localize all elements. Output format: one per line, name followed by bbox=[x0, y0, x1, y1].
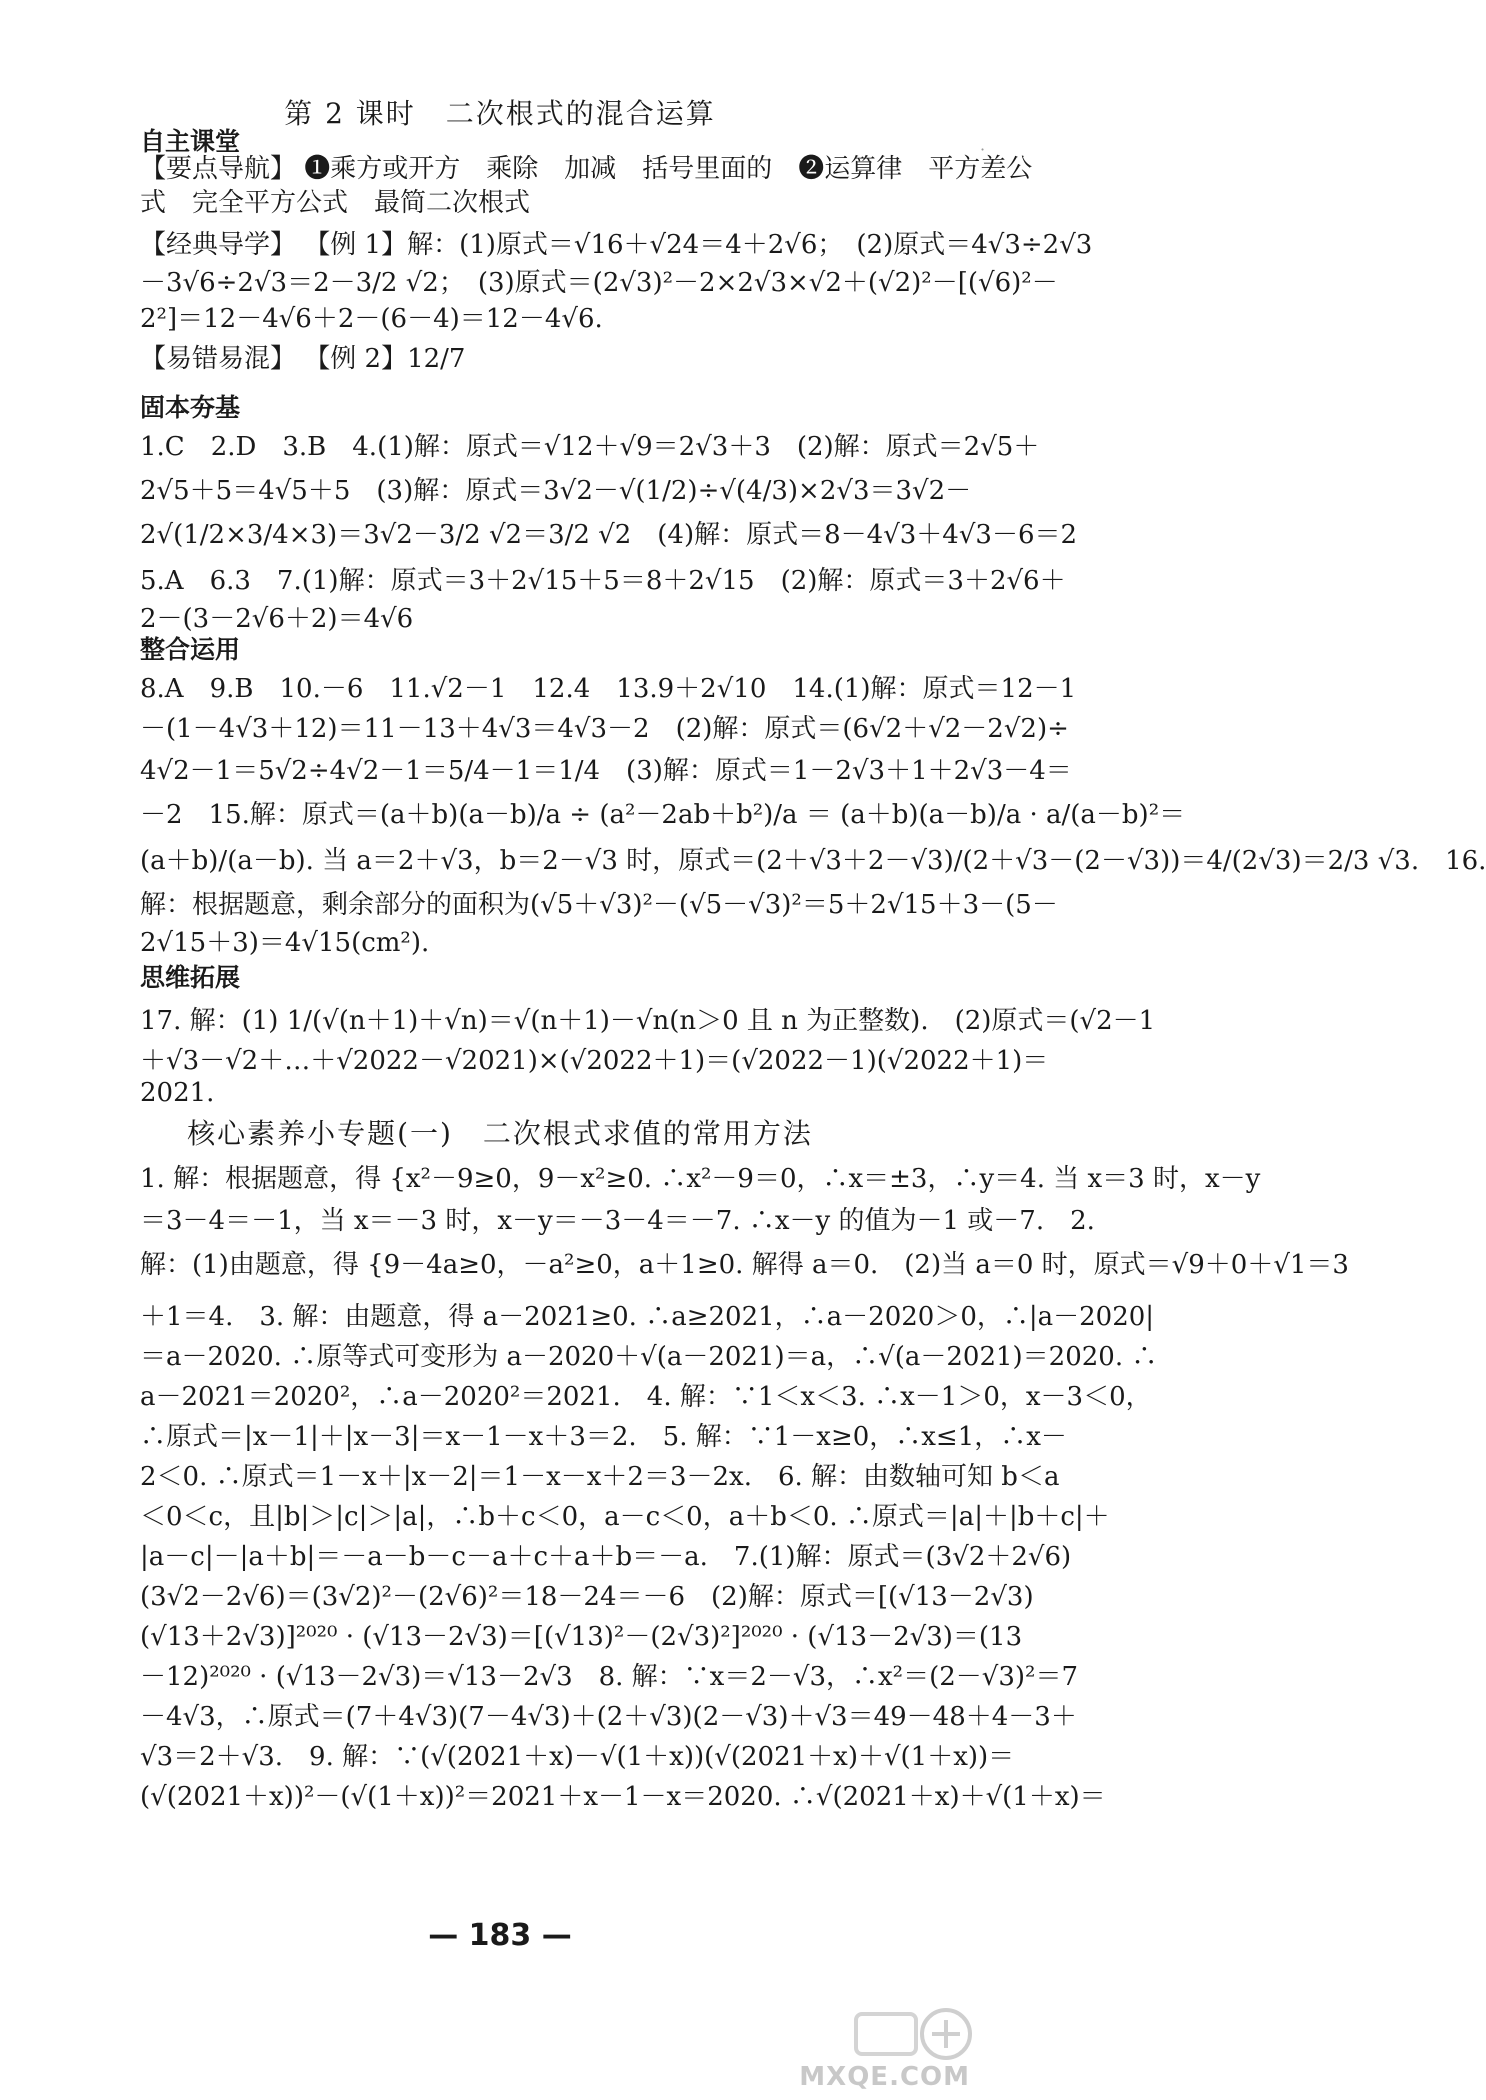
subtopic-title: 核心素养小专题(一) 二次根式求值的常用方法 bbox=[187, 1117, 813, 1150]
text-line: ＋√3－√2＋…＋√2022－√2021)×(√2022＋1)＝(√2022－1)(√2022＋1)＝ bbox=[140, 1046, 1049, 1076]
section-heading-guben: 固本夯基 bbox=[140, 393, 241, 422]
text-line: 5.A 6.3 7.(1)解：原式＝3＋2√15＋5＝8＋2√15 (2)解：原式＝3＋2√6＋ bbox=[140, 566, 1066, 596]
section-heading-zhenghe: 整合运用 bbox=[140, 635, 241, 664]
text-line: －2 15.解：原式＝(a＋b)(a－b)/a ÷ (a²－2ab＋b²)/a ＝ (a＋b)(a－b)/a · a/(a－b)²＝ bbox=[140, 800, 1186, 830]
text-line: 8.A 9.B 10.－6 11.√2－1 12.4 13.9＋2√10 14.(1)解：原式＝12－1 bbox=[140, 674, 1077, 704]
text-line: 2√15＋3)＝4√15(cm²). bbox=[140, 928, 430, 958]
text-line: (√(2021＋x))²－(√(1＋x))²＝2021＋x－1－x＝2020. ∴√(2021＋x)＋√(1＋x)＝ bbox=[140, 1782, 1106, 1812]
text-line: (a＋b)/(a－b). 当 a＝2＋√3，b＝2－√3 时，原式＝(2＋√3＋2－√3)/(2＋√3－(2－√3))＝4/(2√3)＝2/3 √3. 16. bbox=[140, 846, 1486, 876]
text-line: 2－(3－2√6＋2)＝4√6 bbox=[140, 604, 414, 634]
text-line: －12)²⁰²⁰ · (√13－2√3)＝√13－2√3 8. 解：∵x＝2－√3，∴x²＝(2－√3)²＝7 bbox=[140, 1662, 1078, 1692]
margin-mark: · bbox=[980, 140, 986, 159]
text-line: |a－c|－|a＋b|＝－a－b－c－a＋c＋a＋b＝－a. 7.(1)解：原式＝(3√2＋2√6) bbox=[140, 1542, 1072, 1572]
text-line: 解：根据题意，剩余部分的面积为(√5＋√3)²－(√5－√3)²＝5＋2√15＋3－(5－ bbox=[140, 890, 1058, 920]
text-line: 【要点导航】 ❶乘方或开方 乘除 加减 括号里面的 ❷运算律 平方差公 bbox=[140, 154, 1033, 184]
text-line: (√13＋2√3)]²⁰²⁰ · (√13－2√3)＝[(√13)²－(2√3)²]²⁰²⁰ · (√13－2√3)＝(13 bbox=[140, 1622, 1023, 1652]
text-line: 17. 解：(1) 1/(√(n＋1)＋√n)＝√(n＋1)－√n(n＞0 且 n 为正整数). (2)原式＝(√2－1 bbox=[140, 1006, 1156, 1036]
text-line: ＋1＝4. 3. 解：由题意，得 a－2021≥0. ∴a≥2021，∴a－2020＞0，∴|a－2020| bbox=[140, 1302, 1155, 1332]
text-line: 2√(1/2×3/4×3)＝3√2－3/2 √2＝3/2 √2 (4)解：原式＝8－4√3＋4√3－6＝2 bbox=[140, 520, 1078, 550]
watermark-logo bbox=[746, 2004, 976, 2094]
watermark-text: MXQE.COM bbox=[799, 2062, 970, 2092]
text-line: 2021. bbox=[140, 1078, 215, 1108]
text-line: 解：(1)由题意，得 {9－4a≥0，－a²≥0，a＋1≥0. 解得 a＝0. (2)当 a＝0 时，原式＝√9＋0＋√1＝3 bbox=[140, 1250, 1349, 1280]
text-line: －(1－4√3＋12)＝11－13＋4√3＝4√3－2 (2)解：原式＝(6√2＋√2－2√2)÷ bbox=[140, 714, 1069, 744]
text-line: 【经典导学】 【例 1】解：(1)原式＝√16＋√24＝4＋2√6； (2)原式＝4√3÷2√3 bbox=[140, 230, 1093, 260]
text-line: －4√3，∴原式＝(7＋4√3)(7－4√3)＋(2＋√3)(2－√3)＋√3＝49－48＋4－3＋ bbox=[140, 1702, 1077, 1732]
text-line: ＜0＜c，且|b|＞|c|＞|a|，∴b＋c＜0，a－c＜0，a＋b＜0. ∴原式＝|a|＋|b＋c|＋ bbox=[140, 1502, 1110, 1532]
page-number: — 183 — bbox=[428, 1918, 572, 1953]
lesson-title: 第 2 课时 二次根式的混合运算 bbox=[284, 97, 716, 130]
text-line: ＝a－2020. ∴原等式可变形为 a－2020＋√(a－2021)＝a，∴√(a－2021)＝2020. ∴ bbox=[140, 1342, 1158, 1372]
text-line: 【易错易混】 【例 2】12/7 bbox=[140, 344, 466, 374]
text-line: √3＝2＋√3. 9. 解：∵(√(2021＋x)－√(1＋x))(√(2021＋x)＋√(1＋x))＝ bbox=[140, 1742, 1015, 1772]
text-line: 4√2－1＝5√2÷4√2－1＝5/4－1＝1/4 (3)解：原式＝1－2√3＋1＋2√3－4＝ bbox=[140, 756, 1072, 786]
text-line: 2√5＋5＝4√5＋5 (3)解：原式＝3√2－√(1/2)÷√(4/3)×2√3＝3√2－ bbox=[140, 476, 972, 506]
text-line: ∴原式＝|x－1|＋|x－3|＝x－1－x＋3＝2. 5. 解：∵1－x≥0，∴x≤1，∴x－ bbox=[140, 1422, 1067, 1452]
text-line: 式 完全平方公式 最简二次根式 bbox=[140, 188, 531, 218]
text-line: ＝3－4＝－1，当 x＝－3 时，x－y＝－3－4＝－7. ∴x－y 的值为－1 或－7. 2. bbox=[140, 1206, 1095, 1236]
text-line: a－2021＝2020²，∴a－2020²＝2021. 4. 解：∵1＜x＜3. ∴x－1＞0，x－3＜0， bbox=[140, 1382, 1152, 1412]
text-line: －3√6÷2√3＝2－3/2 √2； (3)原式＝(2√3)²－2×2√3×√2＋(√2)²－[(√6)²－ bbox=[140, 268, 1058, 298]
text-line: 1. 解：根据题意，得 {x²－9≥0，9－x²≥0. ∴x²－9＝0，∴x＝±3，∴y＝4. 当 x＝3 时，x－y bbox=[140, 1164, 1261, 1194]
text-line: (3√2－2√6)＝(3√2)²－(2√6)²＝18－24＝－6 (2)解：原式＝[(√13－2√3) bbox=[140, 1582, 1034, 1612]
section-heading-siwei: 思维拓展 bbox=[140, 963, 241, 992]
text-line: 2＜0. ∴原式＝1－x＋|x－2|＝1－x－x＋2＝3－2x. 6. 解：由数轴可知 b＜a bbox=[140, 1462, 1060, 1492]
section-heading-zizhu: 自主课堂 bbox=[140, 127, 241, 156]
text-line: 1.C 2.D 3.B 4.(1)解：原式＝√12＋√9＝2√3＋3 (2)解：原式＝2√5＋ bbox=[140, 432, 1040, 462]
text-line: 2²]＝12－4√6＋2－(6－4)＝12－4√6. bbox=[140, 304, 603, 334]
